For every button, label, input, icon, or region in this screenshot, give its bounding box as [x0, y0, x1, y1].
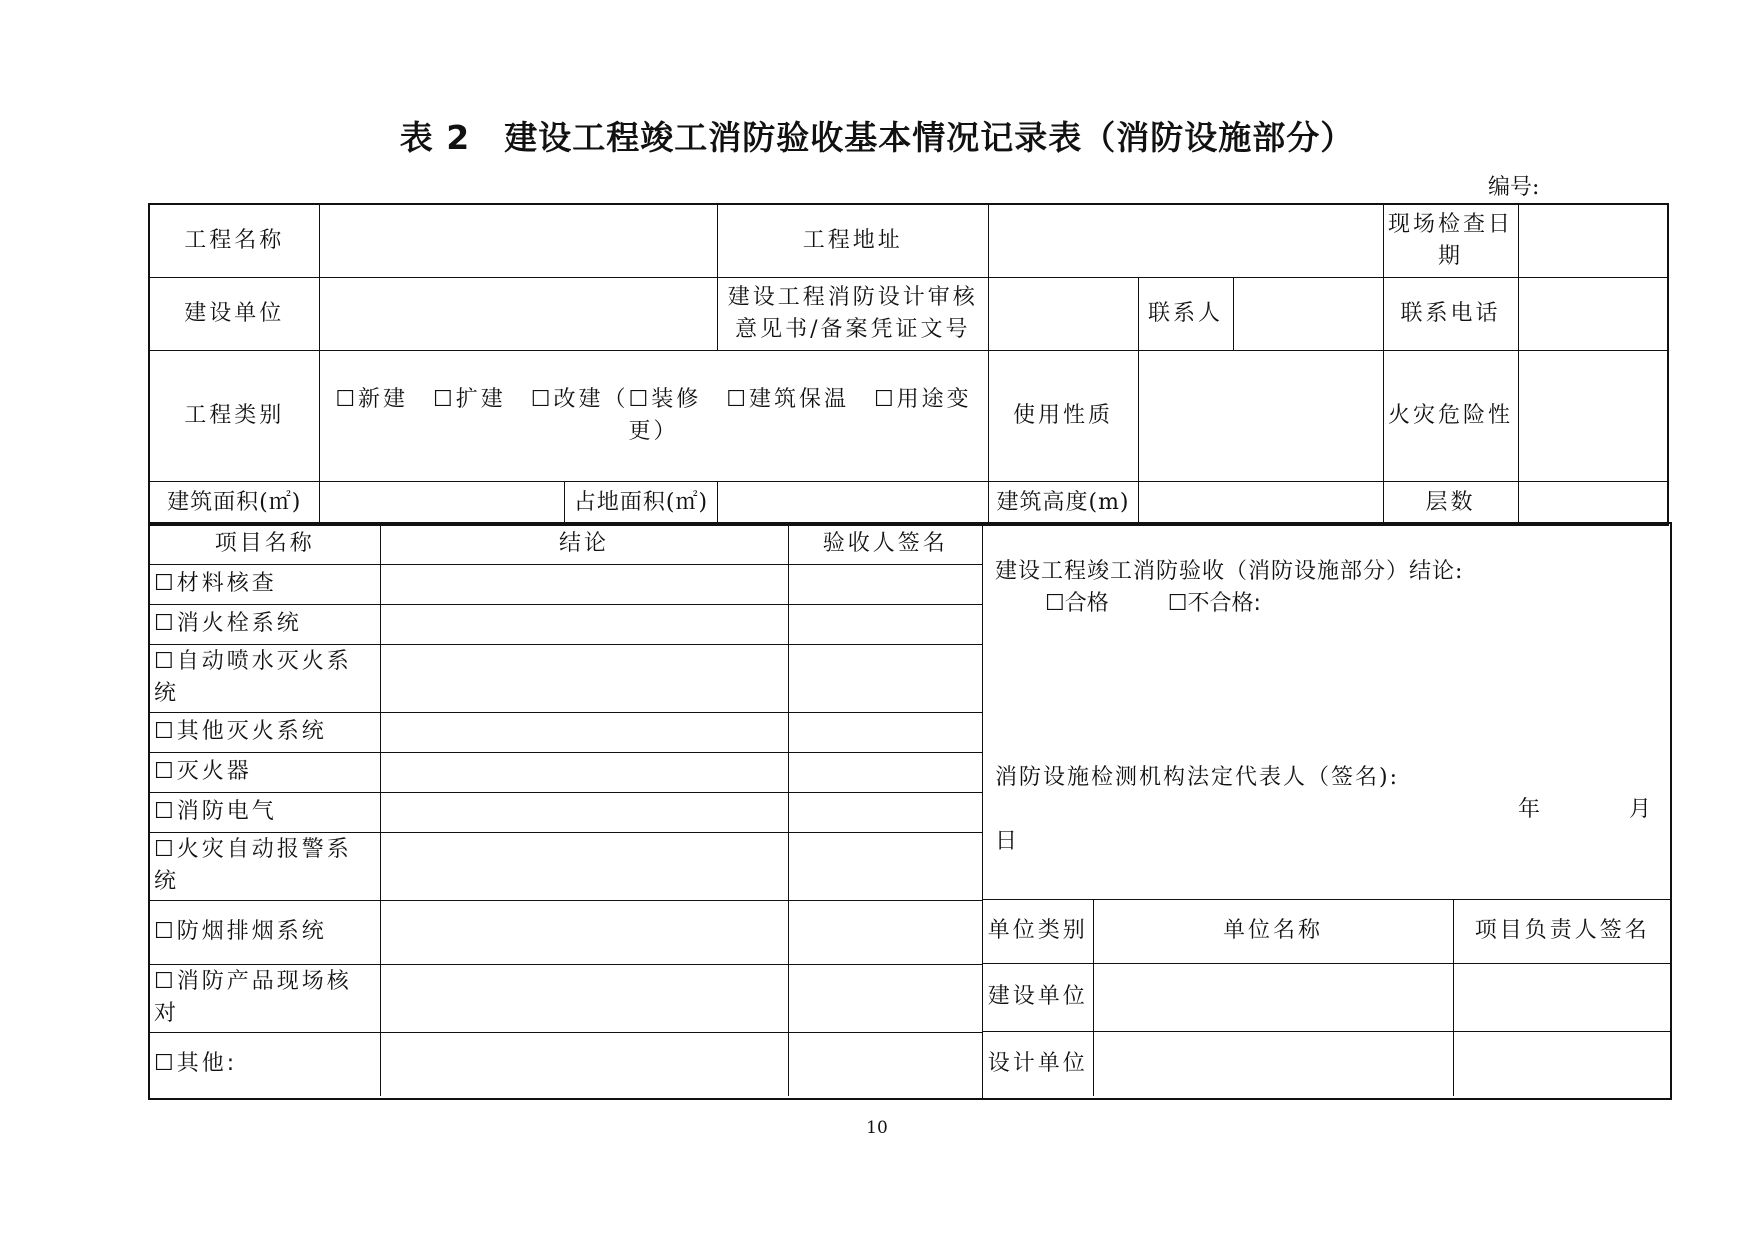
builder-field[interactable]	[319, 277, 718, 350]
item-signature[interactable]	[788, 792, 982, 832]
item-result[interactable]	[380, 964, 788, 1032]
item-smoke-control[interactable]: ☐防烟排烟系统	[150, 900, 380, 964]
acceptance-section	[148, 522, 1672, 1100]
item-result[interactable]	[380, 564, 788, 604]
unit-builder-label: 建设单位	[983, 963, 1093, 1031]
unit-name-field[interactable]	[1093, 1031, 1453, 1096]
unit-name-field[interactable]	[1093, 963, 1453, 1031]
item-electrical[interactable]: ☐消防电气	[150, 792, 380, 832]
item-sprinkler[interactable]: ☐自动喷水灭火系统	[150, 644, 380, 712]
contact-person-label: 联系人	[1138, 277, 1233, 350]
items-header-name: 项目名称	[150, 524, 380, 564]
item-product-check[interactable]: ☐消防产品现场核对	[150, 964, 380, 1032]
item-signature[interactable]	[788, 752, 982, 792]
design-doc-label: 建设工程消防设计审核意见书/备案凭证文号	[718, 277, 988, 350]
item-fire-alarm[interactable]: ☐火灾自动报警系统	[150, 832, 380, 900]
item-signature[interactable]	[788, 832, 982, 900]
item-result[interactable]	[380, 792, 788, 832]
conclusion-label: 建设工程竣工消防验收（消防设施部分）结论:	[995, 559, 1464, 584]
page-number: 10	[866, 1118, 888, 1138]
item-result[interactable]	[380, 604, 788, 644]
item-signature[interactable]	[788, 900, 982, 964]
item-result[interactable]	[380, 644, 788, 712]
document-title: 表 2 建设工程竣工消防验收基本情况记录表（消防设施部分）	[399, 118, 1355, 157]
date-month-label: 月	[1629, 797, 1652, 822]
design-doc-field[interactable]	[988, 277, 1138, 350]
unit-designer-label: 设计单位	[983, 1031, 1093, 1096]
units-header-name: 单位名称	[1093, 899, 1453, 963]
building-area-label: 建筑面积(㎡)	[149, 481, 319, 525]
units-table	[983, 899, 1671, 1096]
pass-checkbox[interactable]: ☐合格	[1045, 591, 1109, 616]
item-result[interactable]	[380, 752, 788, 792]
contact-phone-field[interactable]	[1518, 277, 1668, 350]
floors-field[interactable]	[1518, 481, 1668, 525]
fail-checkbox[interactable]: ☐不合格:	[1167, 591, 1261, 616]
area-subtable	[320, 482, 988, 524]
items-table	[150, 524, 982, 1096]
item-signature[interactable]	[788, 564, 982, 604]
item-extinguisher[interactable]: ☐灭火器	[150, 752, 380, 792]
item-result[interactable]	[380, 1032, 788, 1096]
item-result[interactable]	[380, 900, 788, 964]
item-result[interactable]	[380, 712, 788, 752]
representative-label: 消防设施检测机构法定代表人（签名):	[995, 765, 1399, 790]
item-signature[interactable]	[788, 604, 982, 644]
building-area-field[interactable]	[320, 482, 565, 524]
project-address-field[interactable]	[988, 204, 1383, 277]
date-year-label: 年	[1518, 797, 1541, 822]
project-type-options[interactable]: ☐新建 ☐扩建 ☐改建（☐装修 ☐建筑保温 ☐用途变更）	[319, 350, 988, 481]
fire-hazard-field[interactable]	[1518, 350, 1668, 481]
inspection-date-field[interactable]	[1518, 204, 1668, 277]
usage-field[interactable]	[1138, 350, 1383, 481]
building-height-label: 建筑高度(m)	[988, 481, 1138, 525]
item-result[interactable]	[380, 832, 788, 900]
fire-hazard-label: 火灾危险性	[1383, 350, 1518, 481]
project-type-label: 工程类别	[149, 350, 319, 481]
unit-signature-field[interactable]	[1453, 1031, 1671, 1096]
item-other[interactable]: ☐其他:	[150, 1032, 380, 1096]
project-name-label: 工程名称	[149, 204, 319, 277]
item-signature[interactable]	[788, 964, 982, 1032]
units-header-type: 单位类别	[983, 899, 1093, 963]
land-area-label: 占地面积(㎡)	[565, 482, 718, 524]
item-signature[interactable]	[788, 1032, 982, 1096]
project-info-table	[148, 203, 1669, 526]
date-day-label: 日	[995, 829, 1018, 854]
land-area-field[interactable]	[718, 482, 988, 524]
project-name-field[interactable]	[319, 204, 718, 277]
item-signature[interactable]	[788, 644, 982, 712]
conclusion-options	[1045, 586, 1313, 617]
conclusion-box	[983, 524, 1671, 900]
item-other-extinguishing[interactable]: ☐其他灭火系统	[150, 712, 380, 752]
contact-phone-label: 联系电话	[1383, 277, 1518, 350]
unit-signature-field[interactable]	[1453, 963, 1671, 1031]
floors-label: 层数	[1383, 481, 1518, 525]
item-signature[interactable]	[788, 712, 982, 752]
units-header-signature: 项目负责人签名	[1453, 899, 1671, 963]
items-header-signature: 验收人签名	[788, 524, 982, 564]
builder-label: 建设单位	[149, 277, 319, 350]
conclusion-area	[982, 524, 1671, 1098]
item-hydrant[interactable]: ☐消火栓系统	[150, 604, 380, 644]
project-address-label: 工程地址	[718, 204, 988, 277]
usage-label: 使用性质	[988, 350, 1138, 481]
item-materials[interactable]: ☐材料核查	[150, 564, 380, 604]
building-height-field[interactable]	[1138, 481, 1383, 525]
contact-person-field[interactable]	[1233, 277, 1383, 350]
inspection-date-label: 现场检查日期	[1383, 204, 1518, 277]
items-header-result: 结论	[380, 524, 788, 564]
serial-number-label: 编号:	[1488, 175, 1540, 200]
